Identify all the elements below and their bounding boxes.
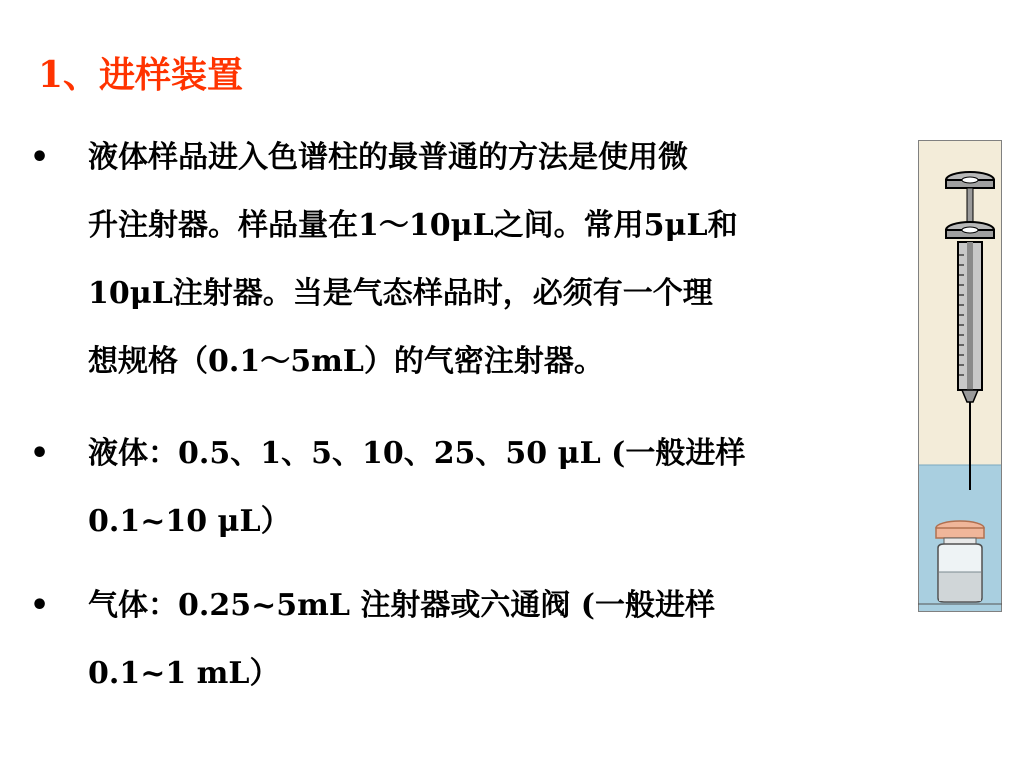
text-line: 10μL注射器。当是气态样品时，必须有一个理 <box>88 276 713 311</box>
text-line: 液体样品进入色谱柱的最普通的方法是使用微 <box>88 140 688 175</box>
text-line: 0.1~1 mL） <box>88 656 280 691</box>
syringe-illustration <box>918 140 1002 612</box>
text-line: 想规格（0.1～5mL）的气密注射器。 <box>88 344 604 379</box>
syringe-and-vial-icon <box>918 140 1002 612</box>
bullet-paragraph-liquid <box>88 420 910 556</box>
bullet-paragraph-syringe <box>88 124 910 396</box>
text-line: 液体：0.5、1、5、10、25、50 μL (一般进样 <box>88 436 746 471</box>
text-line: 0.1~10 μL） <box>88 504 291 539</box>
bullet-marker: • <box>30 140 50 175</box>
bullet-paragraph-gas <box>88 572 910 708</box>
bullet-marker: • <box>30 436 50 471</box>
text-line: 升注射器。样品量在1～10μL之间。常用5μL和 <box>88 208 738 243</box>
text-line: 气体：0.25~5mL 注射器或六通阀 (一般进样 <box>88 588 715 623</box>
slide-title: 1、进样装置 <box>38 54 244 96</box>
bullet-marker: • <box>30 588 50 623</box>
